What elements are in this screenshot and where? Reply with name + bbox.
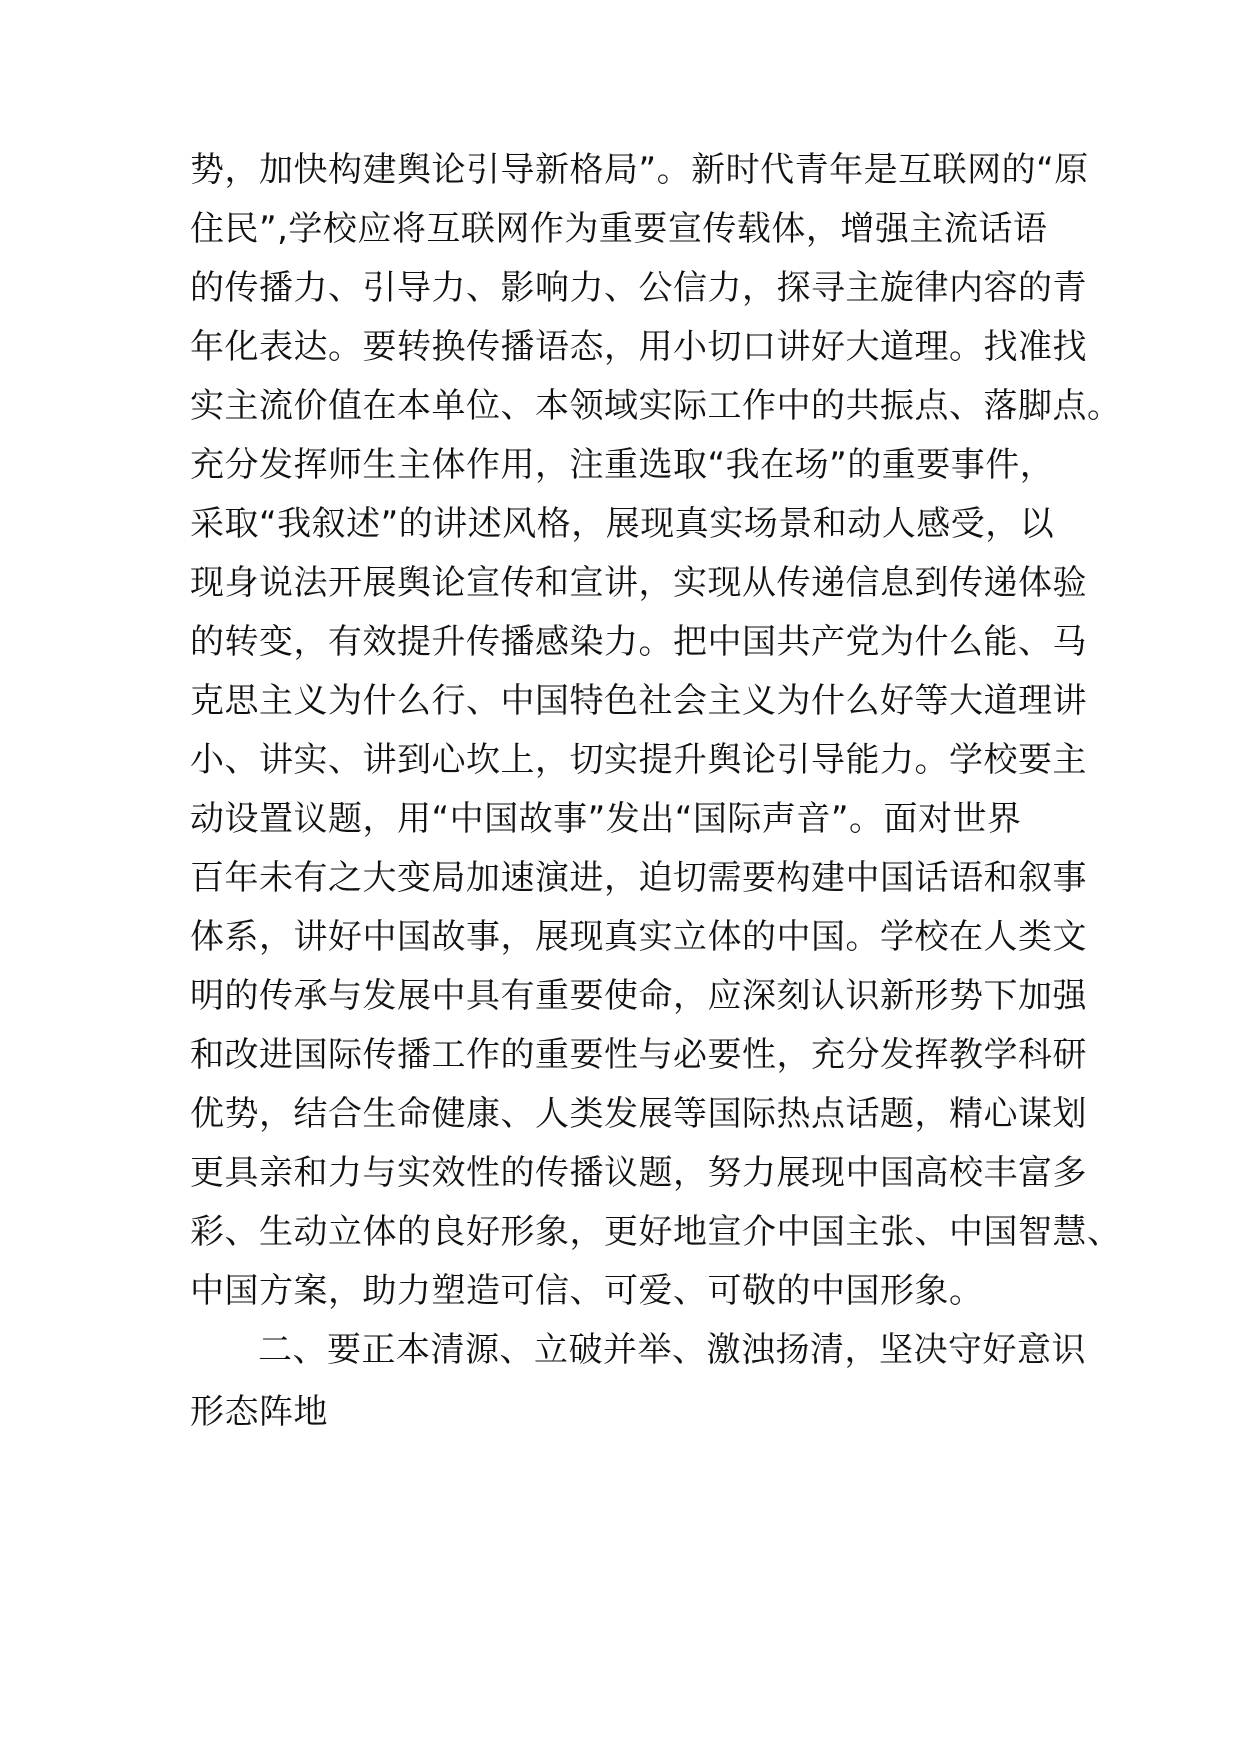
body-line: 住民”,学校应将互联网作为重要宣传载体，增强主流话语	[190, 209, 1048, 249]
body-line: 小、讲实、讲到心坎上，切实提升舆论引导能力。学校要主	[190, 740, 1087, 780]
body-line: 的传播力、引导力、影响力、公信力，探寻主旋律内容的青	[190, 268, 1087, 308]
body-line: 势，加快构建舆论引导新格局”。新时代青年是互联网的“原	[190, 150, 1089, 190]
body-line: 百年未有之大变局加速演进，迫切需要构建中国话语和叙事	[190, 858, 1087, 898]
section-heading-line: 二、要正本清源、立破并举、激浊扬清，坚决守好意识	[258, 1330, 1086, 1370]
body-line: 中国方案，助力塑造可信、可爱、可敬的中国形象。	[190, 1271, 984, 1311]
body-line: 的转变，有效提升传播感染力。把中国共产党为什么能、马	[190, 622, 1087, 662]
body-line: 更具亲和力与实效性的传播议题，努力展现中国高校丰富多	[190, 1153, 1087, 1193]
body-line: 现身说法开展舆论宣传和宣讲，实现从传递信息到传递体验	[190, 563, 1087, 603]
body-line: 明的传承与发展中具有重要使命，应深刻认识新形势下加强	[190, 976, 1087, 1016]
body-line: 动设置议题，用“中国故事”发出“国际声音”。面对世界	[190, 799, 1022, 839]
body-line: 优势，结合生命健康、人类发展等国际热点话题，精心谋划	[190, 1094, 1087, 1134]
body-line: 和改进国际传播工作的重要性与必要性，充分发挥教学科研	[190, 1035, 1087, 1075]
body-line: 采取“我叙述”的讲述风格，展现真实场景和动人感受，以	[190, 504, 1055, 544]
body-line: 彩、生动立体的良好形象，更好地宣介中国主张、中国智慧、	[190, 1212, 1122, 1252]
section-heading-line: 形态阵地	[190, 1392, 328, 1432]
body-line: 充分发挥师生主体作用，注重选取“我在场”的重要事件，	[190, 445, 1055, 485]
body-line: 克思主义为什么行、中国特色社会主义为什么好等大道理讲	[190, 681, 1087, 721]
body-line: 体系，讲好中国故事，展现真实立体的中国。学校在人类文	[190, 917, 1087, 957]
body-line: 年化表达。要转换传播语态，用小切口讲好大道理。找准找	[190, 327, 1087, 367]
body-line: 实主流价值在本单位、本领域实际工作中的共振点、落脚点。	[190, 386, 1122, 426]
